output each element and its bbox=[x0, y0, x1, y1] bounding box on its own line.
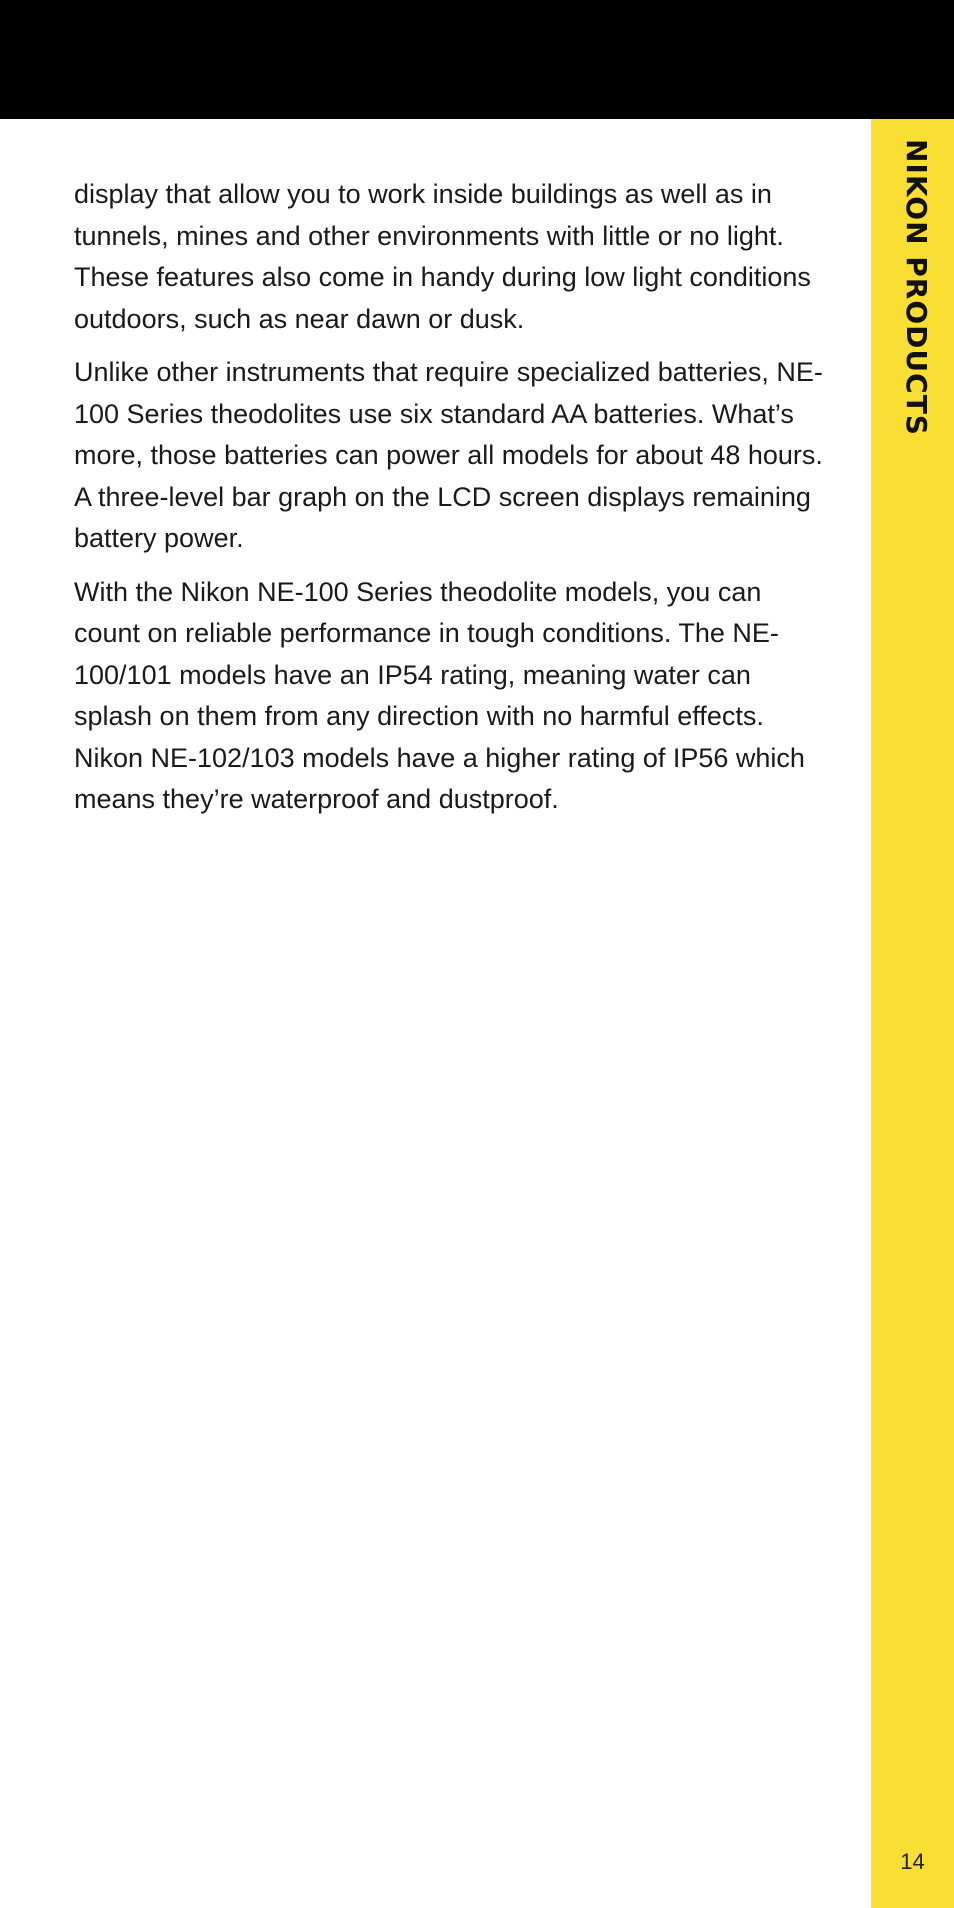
page-number: 14 bbox=[900, 1849, 925, 1874]
section-side-tab bbox=[871, 119, 954, 1908]
paragraph-batteries: Unlike other instruments that require specialized batteries, NE-100 Series theodolites use six standard AA batteries. What’s more, those batteries can power all models for about 48 hours. A three-level bar graph on the LCD screen displays remaining battery power. bbox=[74, 357, 823, 553]
section-title-container bbox=[897, 139, 933, 459]
paragraph-low-light: display that allow you to work inside buildings as well as in tunnels, mines and other environments with little or no light. These features also come in handy during low light conditions outdoors, such as near dawn or dusk. bbox=[74, 179, 811, 334]
paragraph-ip-rating: With the Nikon NE-100 Series theodolite models, you can count on reliable performance in tough conditions. The NE-100/101 models have an IP54 rating, meaning water can splash on them from any direction with no harmful effects. Nikon NE-102/103 models have a higher rating of IP56 which means they’re waterproof and dustproof. bbox=[74, 576, 805, 814]
page-body bbox=[74, 174, 834, 833]
header-bar bbox=[0, 0, 954, 119]
section-title: NIKON PRODUCTS bbox=[900, 139, 933, 436]
